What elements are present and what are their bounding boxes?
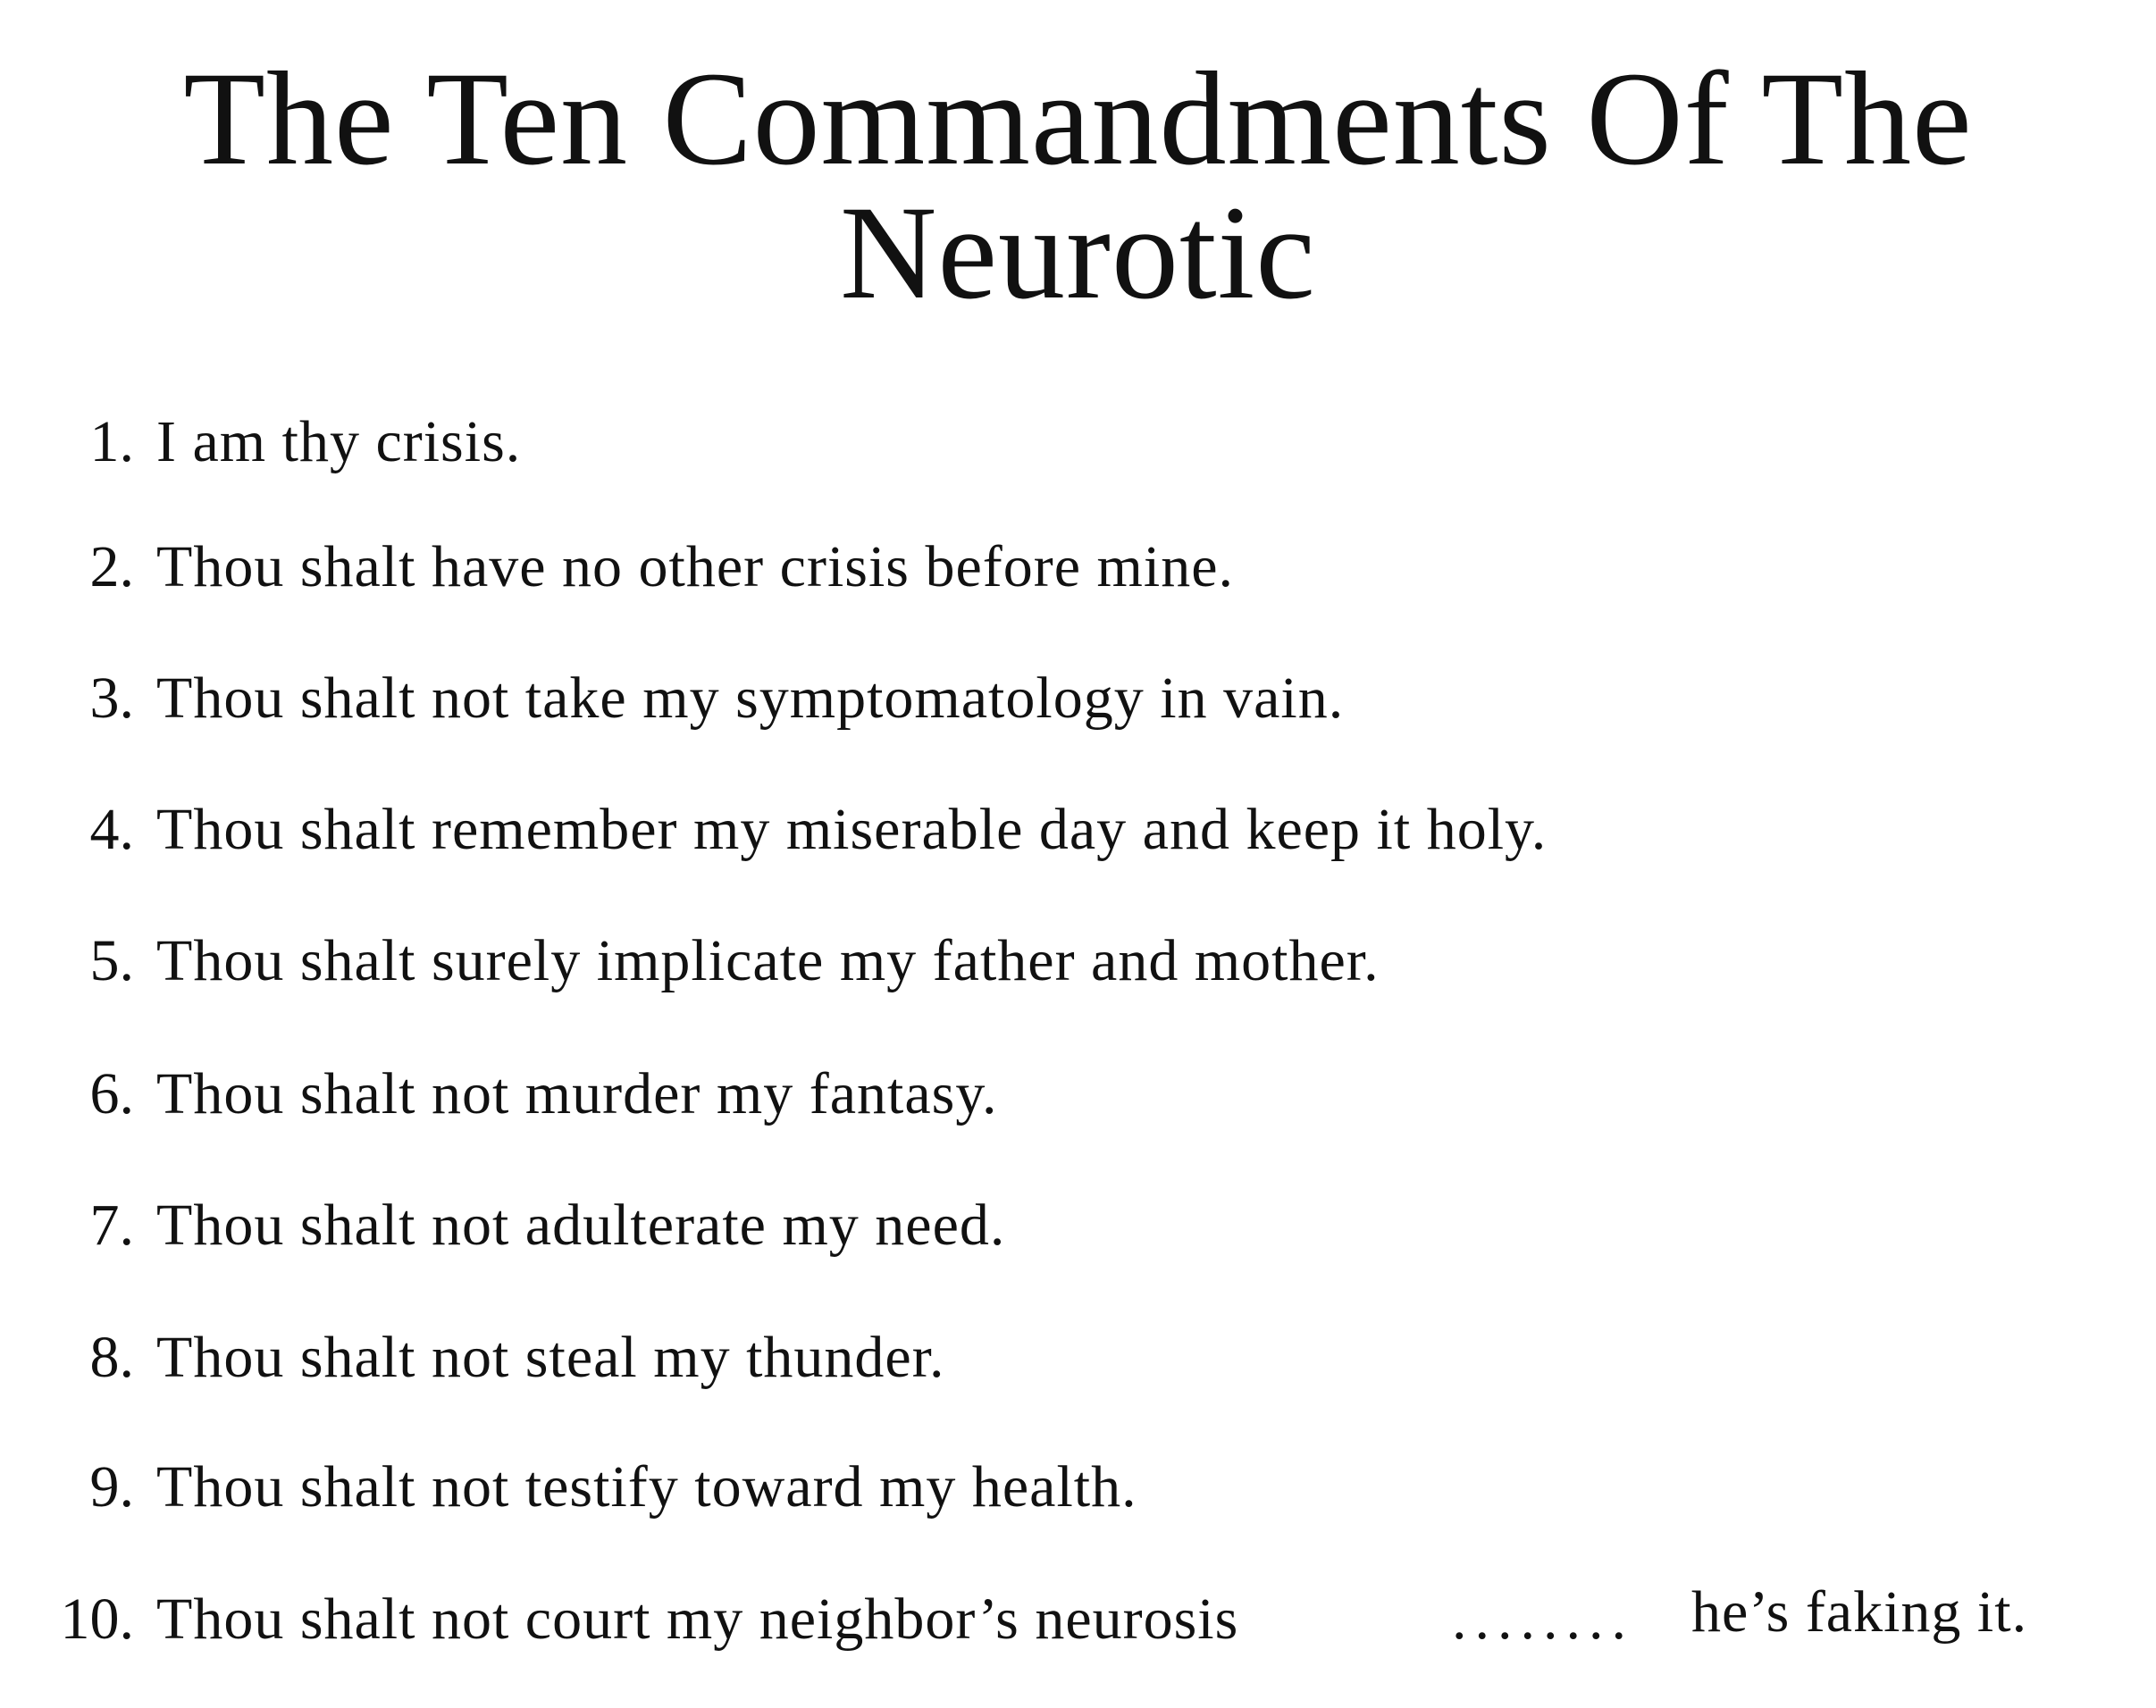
commandment-text: Thou shalt not take my symptomatology in vain.: [156, 666, 1345, 731]
commandment-text: Thou shalt have no other crisis before mine.: [156, 534, 1234, 599]
commandment-number: 6.: [89, 1061, 134, 1126]
commandment-text: Thou shalt not steal my thunder.: [156, 1325, 945, 1390]
commandment-number: 8.: [89, 1325, 134, 1390]
commandment-number: 10.: [60, 1587, 134, 1652]
commandment-number: 4.: [89, 797, 134, 862]
dot-leader: ........: [1452, 1587, 1634, 1652]
commandment-number: 1.: [89, 409, 134, 474]
commandment-number: 2.: [89, 534, 134, 599]
commandment-text: Thou shalt not testify toward my health.: [156, 1454, 1137, 1520]
commandment-text: Thou shalt surely implicate my father and mother.: [156, 928, 1380, 993]
commandment-number: 9.: [89, 1454, 134, 1520]
commandment-text: I am thy crisis.: [156, 409, 522, 474]
commandment-text: Thou shalt not court my neighbor’s neurosis: [156, 1587, 1239, 1652]
commandment-number: 5.: [89, 928, 134, 993]
title-line-2: Neurotic: [840, 179, 1316, 327]
title-line-1: The Ten Commandments Of The: [183, 45, 1973, 193]
commandment-text: Thou shalt not murder my fantasy.: [156, 1061, 998, 1126]
commandment-number: 3.: [89, 666, 134, 731]
commandment-text: Thou shalt remember my miserable day and keep it holy.: [156, 797, 1548, 862]
commandment-punchline: he’s faking it.: [1691, 1579, 2028, 1645]
commandment-number: 7.: [89, 1193, 134, 1258]
commandment-text: Thou shalt not adulterate my need.: [156, 1193, 1006, 1258]
